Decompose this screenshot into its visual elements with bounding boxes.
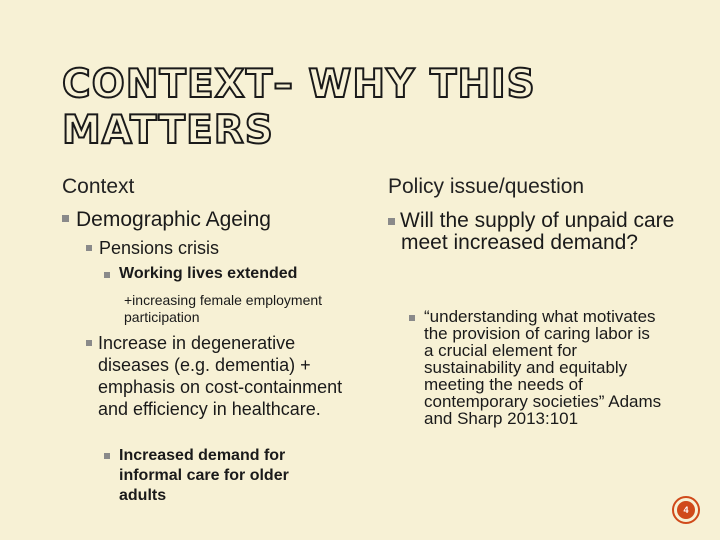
policy-question-item: Will the supply of unpaid care meet increased demand? <box>400 209 675 254</box>
bullet-icon <box>104 453 110 459</box>
bullet-icon <box>388 218 395 225</box>
page-number: 4 <box>677 501 695 519</box>
bullet-icon <box>86 340 92 346</box>
bullet-icon <box>62 215 69 222</box>
bullet-icon <box>104 272 110 278</box>
page-number-badge <box>672 496 700 524</box>
adams-sharp-quote-item: “understanding what motivates the provision of caring labor is a crucial element for sustainability and equitably meeting the needs of contemporary societies” Adams and Sharp 2013:101 <box>424 307 662 428</box>
pensions-crisis-item: Pensions crisis <box>99 238 220 258</box>
bullet-icon <box>409 315 415 321</box>
policy-heading: Policy issue/question <box>388 175 585 198</box>
female-employment-note: +increasing female employment participation <box>124 292 323 325</box>
working-lives-item: Working lives extended <box>119 265 298 282</box>
informal-care-demand-item: Increased demand for informal care for older adults <box>119 447 289 504</box>
bullet-icon <box>86 245 92 251</box>
demographic-ageing-item: Demographic Ageing <box>76 208 271 231</box>
context-heading: Context <box>62 175 135 198</box>
slide-title: CONTEXT– WHY THIS MATTERS <box>62 62 536 153</box>
degenerative-diseases-item: Increase in degenerative diseases (e.g. dementia) + emphasis on cost-containment and efficiency in healthcare. <box>98 333 343 419</box>
